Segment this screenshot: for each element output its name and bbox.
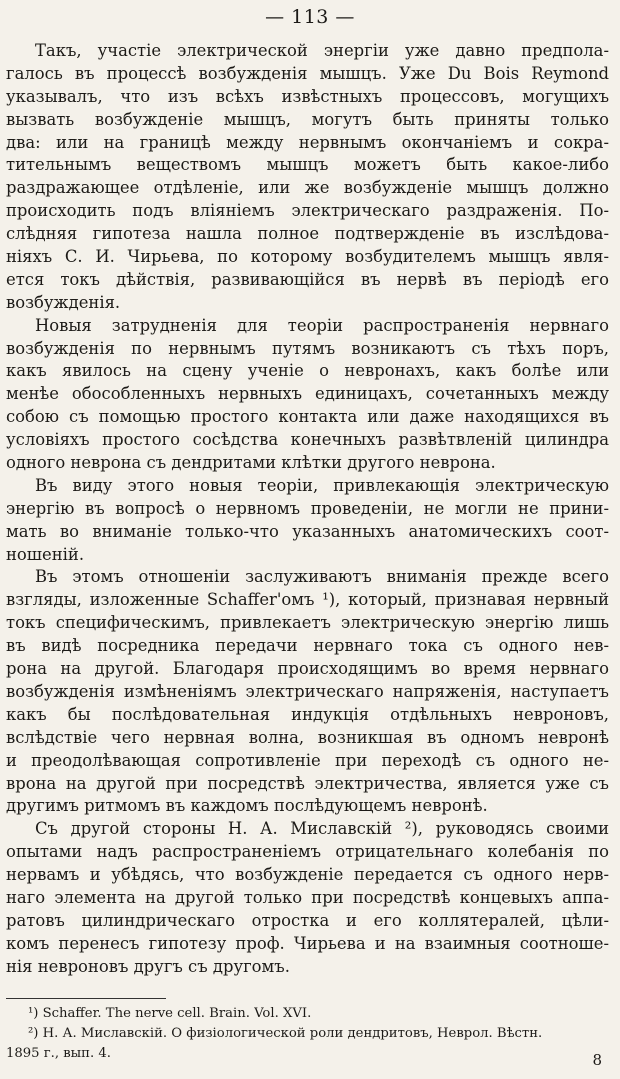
text-line: Новыя затрудненія для теоріи распространенія нервнаго — [35, 315, 609, 335]
text-line: вслѣдствіе чего нервная волна, возникшая въ одномъ невронѣ — [6, 727, 609, 747]
footnote-1: ¹) Schaffer. The nerve cell. Brain. Vol. XVI. — [28, 1006, 312, 1021]
text-line: Въ этомъ отношеніи заслуживаютъ вниманія прежде всего — [35, 567, 609, 587]
text-line: опытами надъ распространеніемъ отрицательнаго колебанія по — [6, 842, 609, 862]
text-line: ется токъ дѣйствія, развивающійся въ нервѣ въ періодѣ его — [6, 269, 609, 289]
paragraph — [6, 315, 609, 475]
paragraph — [6, 475, 609, 567]
text-line: и преодолѣвающая сопротивленіе при переходѣ съ одного не- — [6, 750, 609, 770]
paragraph — [6, 566, 609, 818]
text-line: Въ виду этого новыя теоріи, привлекающія электрическую — [35, 475, 609, 495]
text-line: собою съ помощью простого контакта или даже находящихся въ — [6, 407, 609, 427]
text-line: менѣе обособленныхъ нервныхъ единицахъ, сочетанныхъ между — [6, 384, 609, 404]
text-line: происходить подъ вліяніемъ электрическаго раздраженія. По- — [6, 201, 609, 221]
footnote-2: ²) Н. А. Миславскій. О физіологической роли дендритовъ, Неврол. Вѣстн. — [28, 1026, 543, 1041]
text-line: энергію въ вопросѣ о нервномъ проведеніи, не могли не прини- — [6, 498, 609, 518]
text-line: возбужденія измѣненіямъ электрическаго напряженія, наступаетъ — [6, 681, 609, 701]
text-line: Такъ, участіе электрической энергіи уже давно предпола- — [35, 41, 609, 60]
text-line: рона на другой. Благодаря происходящимъ во время нервнаго — [6, 659, 609, 679]
text-line: условіяхъ простого сосѣдства конечныхъ развѣтвленій цилиндра — [6, 430, 609, 450]
page-number: — 113 — — [265, 6, 355, 28]
text-line: раздражающее отдѣленіе, или же возбужденіе мышцъ должно — [6, 178, 609, 198]
text-line: токъ специфическимъ, привлекаетъ электрическую энергію лишь — [6, 613, 609, 633]
footnote-2-continued: 1895 г., вып. 4. — [6, 1046, 111, 1061]
text-line: взгляды, изложенные Schaffer'омъ ¹), который, признавая нервный — [6, 590, 609, 610]
text-line: возбужденія. — [6, 292, 121, 312]
text-line: одного неврона съ дендритами клѣтки другого неврона. — [6, 453, 496, 473]
text-line: ратовъ цилиндрическаго отростка и его коллятералей, цѣли- — [6, 910, 609, 930]
text-line: комъ перенесъ гипотезу проф. Чирьева и на взаимныя соотноше- — [6, 933, 609, 953]
text-line: ношеній. — [6, 544, 85, 564]
paragraph — [6, 40, 609, 315]
text-line: ніяхъ С. И. Чирьева, по которому возбудителемъ мышцъ явля- — [6, 247, 609, 267]
text-line: указывалъ, что изъ всѣхъ извѣстныхъ процессовъ, могущихъ — [6, 86, 609, 106]
body-text — [6, 40, 609, 979]
text-line: мать во вниманіе только-что указанныхъ анатомическихъ соот- — [6, 521, 609, 541]
text-line: другимъ ритмомъ въ каждомъ послѣдующемъ невронѣ. — [6, 796, 488, 816]
printer-signature: 8 — [592, 1051, 602, 1069]
text-line: возбужденія по нервнымъ путямъ возникаютъ съ тѣхъ поръ, — [6, 338, 609, 358]
text-line: наго элемента на другой только при посредствѣ концевыхъ аппа- — [6, 887, 609, 907]
footnotes — [6, 1004, 609, 1064]
text-line: нервамъ и убѣдясь, что возбужденіе передается съ одного нерв- — [6, 865, 609, 885]
text-line: вызвать возбужденіе мышцъ, могутъ быть приняты только — [6, 109, 609, 129]
paragraph — [6, 818, 609, 978]
footnote-divider — [6, 998, 166, 999]
text-line: какъ бы послѣдовательная индукція отдѣльныхъ невроновъ, — [6, 704, 609, 724]
text-line: врона на другой при посредствѣ электричества, является уже съ — [6, 773, 609, 793]
text-line: въ видѣ посредника передачи нервнаго тока съ одного нев- — [6, 636, 609, 656]
text-line: нія невроновъ другъ съ другомъ. — [6, 956, 290, 976]
text-line: слѣдняя гипотеза нашла полное подтвержденіе въ изслѣдова- — [6, 224, 609, 244]
text-line: два: или на границѣ между нервнымъ окончаніемъ и сокра- — [6, 132, 609, 152]
text-line: галось въ процессѣ возбужденія мышцъ. Уже Du Bois Reymond — [6, 63, 609, 83]
text-line: Съ другой стороны Н. А. Миславскій ²), руководясь своими — [35, 819, 609, 839]
text-line: тительнымъ веществомъ мышцъ можетъ быть какое-либо — [6, 155, 609, 175]
text-line: какъ явилось на сцену ученіе о невронахъ, какъ болѣе или — [6, 361, 609, 381]
